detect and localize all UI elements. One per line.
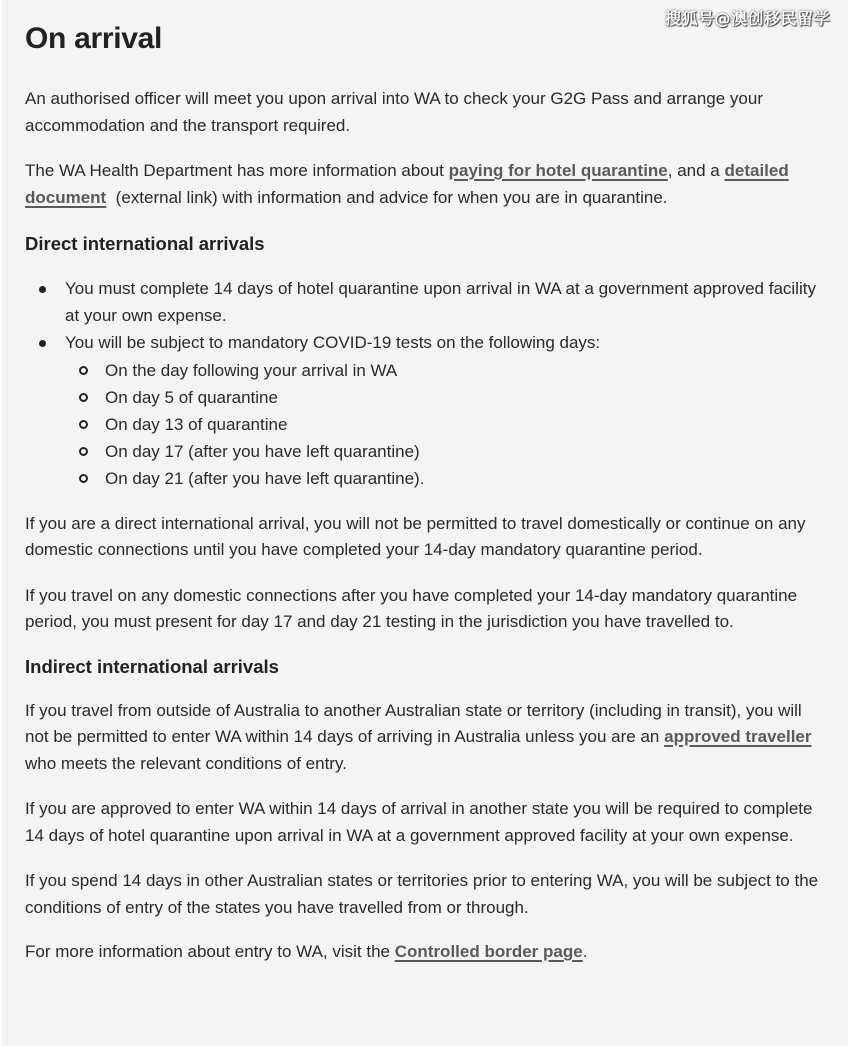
list-item-text: You must complete 14 days of hotel quarantine upon arrival in WA at a government approved facility at your own expense. <box>65 279 816 325</box>
bullet-icon <box>39 286 46 293</box>
sub-list-item-text: On day 13 of quarantine <box>105 414 288 434</box>
circle-bullet-icon <box>79 366 88 375</box>
sub-list-item-text: On day 5 of quarantine <box>105 387 278 407</box>
circle-bullet-icon <box>79 474 88 483</box>
circle-bullet-icon <box>79 420 88 429</box>
indirect-text-before: If you travel from outside of Australia to another Australian state or territory (including in transit), you will not be permitted to enter WA within 14 days of arriving in Australia unless you are an <box>25 700 802 746</box>
footer-text-after: . <box>582 942 588 961</box>
detailed-document-link[interactable]: detailed document <box>25 161 789 207</box>
footer-paragraph <box>25 939 828 966</box>
footer-text-before: For more information about entry to WA, visit the <box>25 942 395 961</box>
test-days-list <box>65 357 828 492</box>
indirect-paragraph-1 <box>25 698 828 778</box>
indirect-paragraph-2: If you are approved to enter WA within 14 days of arrival in another state you will be required to complete 14 days of hotel quarantine upon arrival in WA at a government approved facility at your own expense. <box>25 799 813 845</box>
controlled-border-page-link[interactable]: Controlled border page <box>394 942 583 961</box>
watermark: 搜狐号@澳创移民留学 <box>664 9 830 28</box>
paying-for-hotel-quarantine-link[interactable]: paying for hotel quarantine <box>448 161 668 180</box>
health-text-before: The WA Health Department has more information about <box>25 161 449 180</box>
circle-bullet-icon <box>79 393 88 402</box>
bullet-icon <box>39 340 46 347</box>
content-panel <box>2 0 848 1046</box>
list-item <box>65 330 828 492</box>
health-text-after: (external link) with information and advice for when you are in quarantine. <box>106 187 668 207</box>
sub-list-item <box>105 411 828 438</box>
direct-arrivals-heading: Direct international arrivals <box>25 233 265 254</box>
page-title: On arrival <box>25 22 163 55</box>
indirect-arrivals-heading: Indirect international arrivals <box>25 655 279 677</box>
direct-arrivals-list <box>25 276 828 492</box>
sub-list-item <box>105 357 828 384</box>
sub-list-item <box>105 384 828 411</box>
direct-paragraph-2: If you travel on any domestic connections after you have completed your 14-day mandatory quarantine period, you must present for day 17 and day 21 testing in the jurisdiction you have travelled to. <box>25 585 798 631</box>
health-text-middle: , and a <box>667 161 725 180</box>
approved-traveller-link[interactable]: approved traveller <box>664 727 812 746</box>
list-item-text: You will be subject to mandatory COVID-19 tests on the following days: <box>65 333 601 352</box>
circle-bullet-icon <box>79 447 88 456</box>
sub-list-item <box>105 465 828 492</box>
sub-list-item-text: On the day following your arrival in WA <box>105 360 398 380</box>
indirect-paragraph-3: If you spend 14 days in other Australian states or territories prior to entering WA, you will be subject to the conditions of entry of the states you have travelled from or through. <box>25 871 819 917</box>
direct-paragraph-1: If you are a direct international arrival, you will not be permitted to travel domestically or continue on any domestic connections until you have completed your 14-day mandatory quarantine period. <box>25 513 806 559</box>
list-item <box>65 276 828 329</box>
intro-paragraph: An authorised officer will meet you upon arrival into WA to check your G2G Pass and arrange your accommodation and the transport required. <box>25 89 763 135</box>
health-paragraph <box>25 158 828 211</box>
sub-list-item <box>105 438 828 465</box>
sub-list-item-text: On day 21 (after you have left quarantine). <box>105 468 425 488</box>
sub-list-item-text: On day 17 (after you have left quarantine) <box>105 441 420 461</box>
indirect-text-after: who meets the relevant conditions of entry. <box>25 753 347 773</box>
